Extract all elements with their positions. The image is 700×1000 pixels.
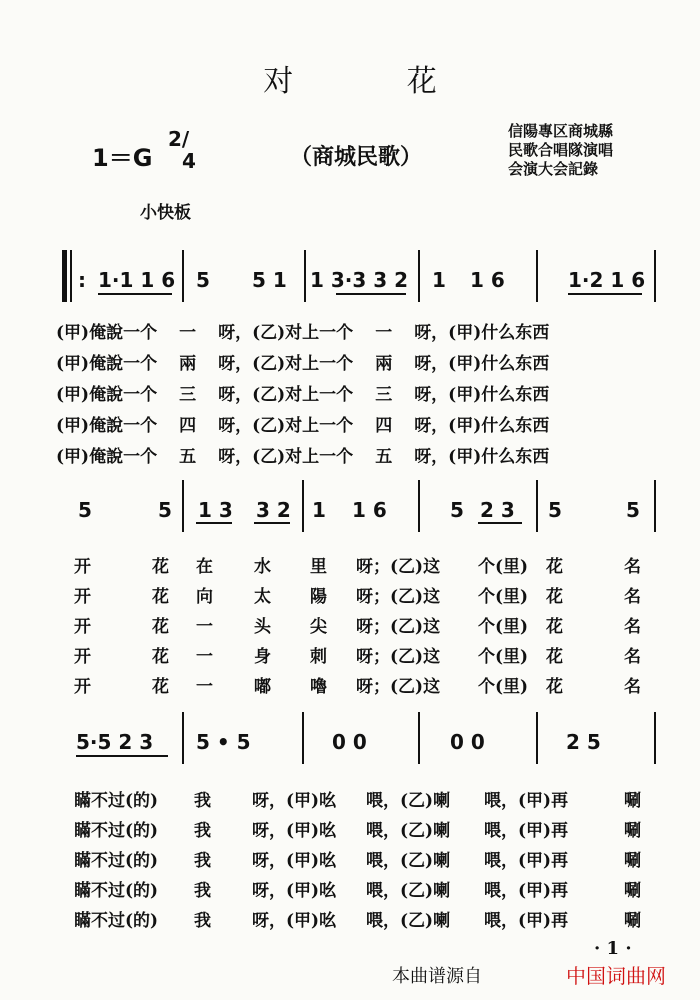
lyric-text: 五 <box>375 447 393 467</box>
end-barline <box>654 712 656 764</box>
lyric-text: 喂，(乙)喇 <box>366 851 451 871</box>
lyric-verse-4 <box>56 411 549 436</box>
credit-line: 民歌合唱隊演唱 <box>508 141 614 159</box>
lyric-text: 瞞不过(的) <box>74 881 159 901</box>
notes-measure: 5 <box>450 498 464 522</box>
lyric-text: 刺 <box>310 647 327 667</box>
lyric-text: 瞞不过(的) <box>74 791 159 811</box>
lyric-text: 喂，(乙)喇 <box>366 911 451 931</box>
barline <box>418 480 420 532</box>
lyric-text: 瞞不过(的) <box>74 821 159 841</box>
lyric-text: 唰 <box>624 881 641 901</box>
lyric-text: 喂，(甲)再 <box>484 881 569 901</box>
time-signature: 2/ 4 <box>168 127 196 173</box>
lyric-text: 呀，(乙)对上一个 <box>218 385 354 405</box>
lyric-text: 开 <box>74 617 91 637</box>
lyric-text: 名 <box>624 647 641 667</box>
notes-measure: 5 <box>78 498 92 522</box>
lyric-text: 呀，(甲)吆 <box>252 911 337 931</box>
lyric-text: 花 <box>546 677 563 697</box>
lyric-text: 我 <box>194 851 211 871</box>
beam-line <box>478 522 522 524</box>
notes-measure: 3 2 <box>256 498 291 522</box>
lyric-text: 呀，(乙)对上一个 <box>218 354 354 374</box>
lyric-text: 在 <box>196 557 213 577</box>
lyric-text: (甲)俺說一个 <box>56 447 158 467</box>
lyric-text: 呀，(甲)吆 <box>252 791 337 811</box>
notes-measure: 0 0 <box>450 730 485 754</box>
lyric-text: 呀，(甲)吆 <box>252 881 337 901</box>
lyric-text: 瞞不过(的) <box>74 851 159 871</box>
barline <box>536 250 538 302</box>
notes-measure: 1·1 1 6 <box>98 268 176 292</box>
lyric-text: 唰 <box>624 851 641 871</box>
repeat-sign: : <box>78 268 86 292</box>
lyric-text: 一 <box>196 677 213 697</box>
notes-measure: 5·5 2 3 <box>76 730 154 754</box>
end-barline <box>654 480 656 532</box>
lyric-text: 个(里) <box>478 587 529 607</box>
lyric-text: 陽 <box>310 587 327 607</box>
barline <box>418 250 420 302</box>
credit-line: 信陽專区商城縣 <box>508 122 614 140</box>
notes-measure: 0 0 <box>332 730 367 754</box>
lyric-text: 太 <box>254 587 271 607</box>
notes-measure: 1 6 <box>470 268 505 292</box>
lyric-text: 嘟 <box>254 677 271 697</box>
lyric-text: 喂，(甲)再 <box>484 851 569 871</box>
lyric-text: 花 <box>152 647 169 667</box>
lyric-text: 喂，(乙)喇 <box>366 881 451 901</box>
notes-measure: 5 <box>548 498 562 522</box>
lyric-text: 呀，(甲)什么东西 <box>414 416 550 436</box>
lyric-text: 一 <box>375 323 393 343</box>
song-style: （商城民歌） <box>290 144 423 170</box>
lyric-text: 我 <box>194 791 211 811</box>
credit-line: 会演大会記錄 <box>508 160 599 178</box>
lyric-text: 喂，(甲)再 <box>484 821 569 841</box>
lyric-text: (甲)俺說一个 <box>56 385 158 405</box>
beam-line <box>76 755 168 757</box>
notes-measure: 2 3 <box>480 498 515 522</box>
end-barline <box>654 250 656 302</box>
barline <box>304 250 306 302</box>
lyric-text: 呀，(乙)对上一个 <box>218 447 354 467</box>
lyric-text: 名 <box>624 587 641 607</box>
lyric-text: 呀；(乙)这 <box>356 677 441 697</box>
credit-block <box>508 122 613 179</box>
notes-measure: 2 5 <box>566 730 601 754</box>
lyric-text: 头 <box>254 617 271 637</box>
barline <box>182 480 184 532</box>
lyric-text: 三 <box>375 385 393 405</box>
lyric-text: 向 <box>196 587 213 607</box>
lyric-text: 水 <box>254 557 271 577</box>
beam-line <box>196 522 232 524</box>
lyric-text: 名 <box>624 677 641 697</box>
lyric-text: 个(里) <box>478 647 529 667</box>
lyric-text: 呀；(乙)这 <box>356 617 441 637</box>
notes-measure: 5 1 <box>252 268 287 292</box>
lyric-text: 名 <box>624 617 641 637</box>
lyric-text: (甲)俺說一个 <box>56 354 158 374</box>
lyric-text: 嚕 <box>310 677 327 697</box>
time-denominator: 4 <box>182 149 196 173</box>
notes-measure: 1 <box>312 498 326 522</box>
lyric-text: 我 <box>194 911 211 931</box>
notes-measure: 5 • 5 <box>196 730 251 754</box>
lyric-verse-2 <box>56 349 549 374</box>
lyric-text: 呀，(甲)什么东西 <box>414 323 550 343</box>
key-signature: 1＝G <box>92 144 153 172</box>
lyric-text: 里 <box>310 557 327 577</box>
notes-measure: 5 <box>626 498 640 522</box>
lyric-text: 个(里) <box>478 557 529 577</box>
lyric-text: 开 <box>74 647 91 667</box>
lyric-text: 五 <box>179 447 197 467</box>
lyric-text: 花 <box>546 647 563 667</box>
barline <box>302 480 304 532</box>
song-title: 对 花 <box>263 64 489 99</box>
beam-line <box>98 293 172 295</box>
lyric-text: 一 <box>196 647 213 667</box>
lyric-text: 呀，(乙)对上一个 <box>218 323 354 343</box>
lyric-text: 花 <box>546 587 563 607</box>
lyric-text: 身 <box>254 647 271 667</box>
lyric-text: 个(里) <box>478 677 529 697</box>
lyric-text: 呀；(乙)这 <box>356 587 441 607</box>
lyric-text: 呀，(甲)什么东西 <box>414 447 550 467</box>
lyric-text: 喂，(甲)再 <box>484 911 569 931</box>
footer-source-text: 本曲谱源自 <box>392 966 482 987</box>
lyric-text: 花 <box>152 617 169 637</box>
lyric-text: 花 <box>152 587 169 607</box>
lyric-text: (甲)俺說一个 <box>56 323 158 343</box>
lyric-text: 唰 <box>624 911 641 931</box>
lyric-text: 呀，(甲)吆 <box>252 821 337 841</box>
beam-line <box>336 293 406 295</box>
lyric-text: 四 <box>179 416 197 436</box>
lyric-verse-1 <box>56 318 549 343</box>
site-watermark[interactable]: 中国词曲网 <box>566 964 666 988</box>
lyric-text: 花 <box>546 557 563 577</box>
lyric-text: 兩 <box>179 354 197 374</box>
barline <box>302 712 304 764</box>
notes-measure: 1 6 <box>352 498 387 522</box>
lyric-text: 唰 <box>624 821 641 841</box>
notes-measure: 5 <box>196 268 210 292</box>
notes-measure: 1 3 <box>198 498 233 522</box>
beam-line <box>254 522 290 524</box>
lyric-text: 兩 <box>375 354 393 374</box>
lyric-text: 花 <box>546 617 563 637</box>
lyric-text: 呀；(乙)这 <box>356 647 441 667</box>
page-number: · 1 · <box>594 938 632 959</box>
start-barline <box>62 250 67 302</box>
lyric-text: 名 <box>624 557 641 577</box>
lyric-text: 花 <box>152 557 169 577</box>
barline <box>182 712 184 764</box>
lyric-text: 四 <box>375 416 393 436</box>
lyric-text: 开 <box>74 677 91 697</box>
lyric-text: 呀，(甲)什么东西 <box>414 385 550 405</box>
barline <box>418 712 420 764</box>
lyric-verse-5 <box>56 442 549 467</box>
lyric-text: 我 <box>194 821 211 841</box>
notes-measure: 1 3·3 3 2 <box>310 268 409 292</box>
lyric-text: 一 <box>196 617 213 637</box>
beam-line <box>568 293 642 295</box>
lyric-text: 三 <box>179 385 197 405</box>
lyric-text: 喂，(甲)再 <box>484 791 569 811</box>
lyric-text: 唰 <box>624 791 641 811</box>
lyric-verse-3 <box>56 380 549 405</box>
lyric-text: 尖 <box>310 617 327 637</box>
notes-measure: 1·2 1 6 <box>568 268 646 292</box>
lyric-text: 呀，(乙)对上一个 <box>218 416 354 436</box>
lyric-text: 呀，(甲)吆 <box>252 851 337 871</box>
notes-measure: 5 <box>158 498 172 522</box>
lyric-text: 开 <box>74 587 91 607</box>
lyric-text: 喂，(乙)喇 <box>366 791 451 811</box>
lyric-text: 开 <box>74 557 91 577</box>
tempo-marking: 小快板 <box>140 203 191 223</box>
lyric-text: 呀，(甲)什么东西 <box>414 354 550 374</box>
barline <box>536 712 538 764</box>
lyric-text: (甲)俺說一个 <box>56 416 158 436</box>
lyric-text: 一 <box>179 323 197 343</box>
time-numerator: 2 <box>168 127 182 151</box>
notes-measure: 1 <box>432 268 446 292</box>
lyric-text: 喂，(乙)喇 <box>366 821 451 841</box>
lyric-text: 个(里) <box>478 617 529 637</box>
lyric-text: 花 <box>152 677 169 697</box>
start-barline-thin <box>70 250 72 302</box>
lyric-text: 呀；(乙)这 <box>356 557 441 577</box>
lyric-text: 我 <box>194 881 211 901</box>
lyric-text: 瞞不过(的) <box>74 911 159 931</box>
barline <box>536 480 538 532</box>
barline <box>182 250 184 302</box>
